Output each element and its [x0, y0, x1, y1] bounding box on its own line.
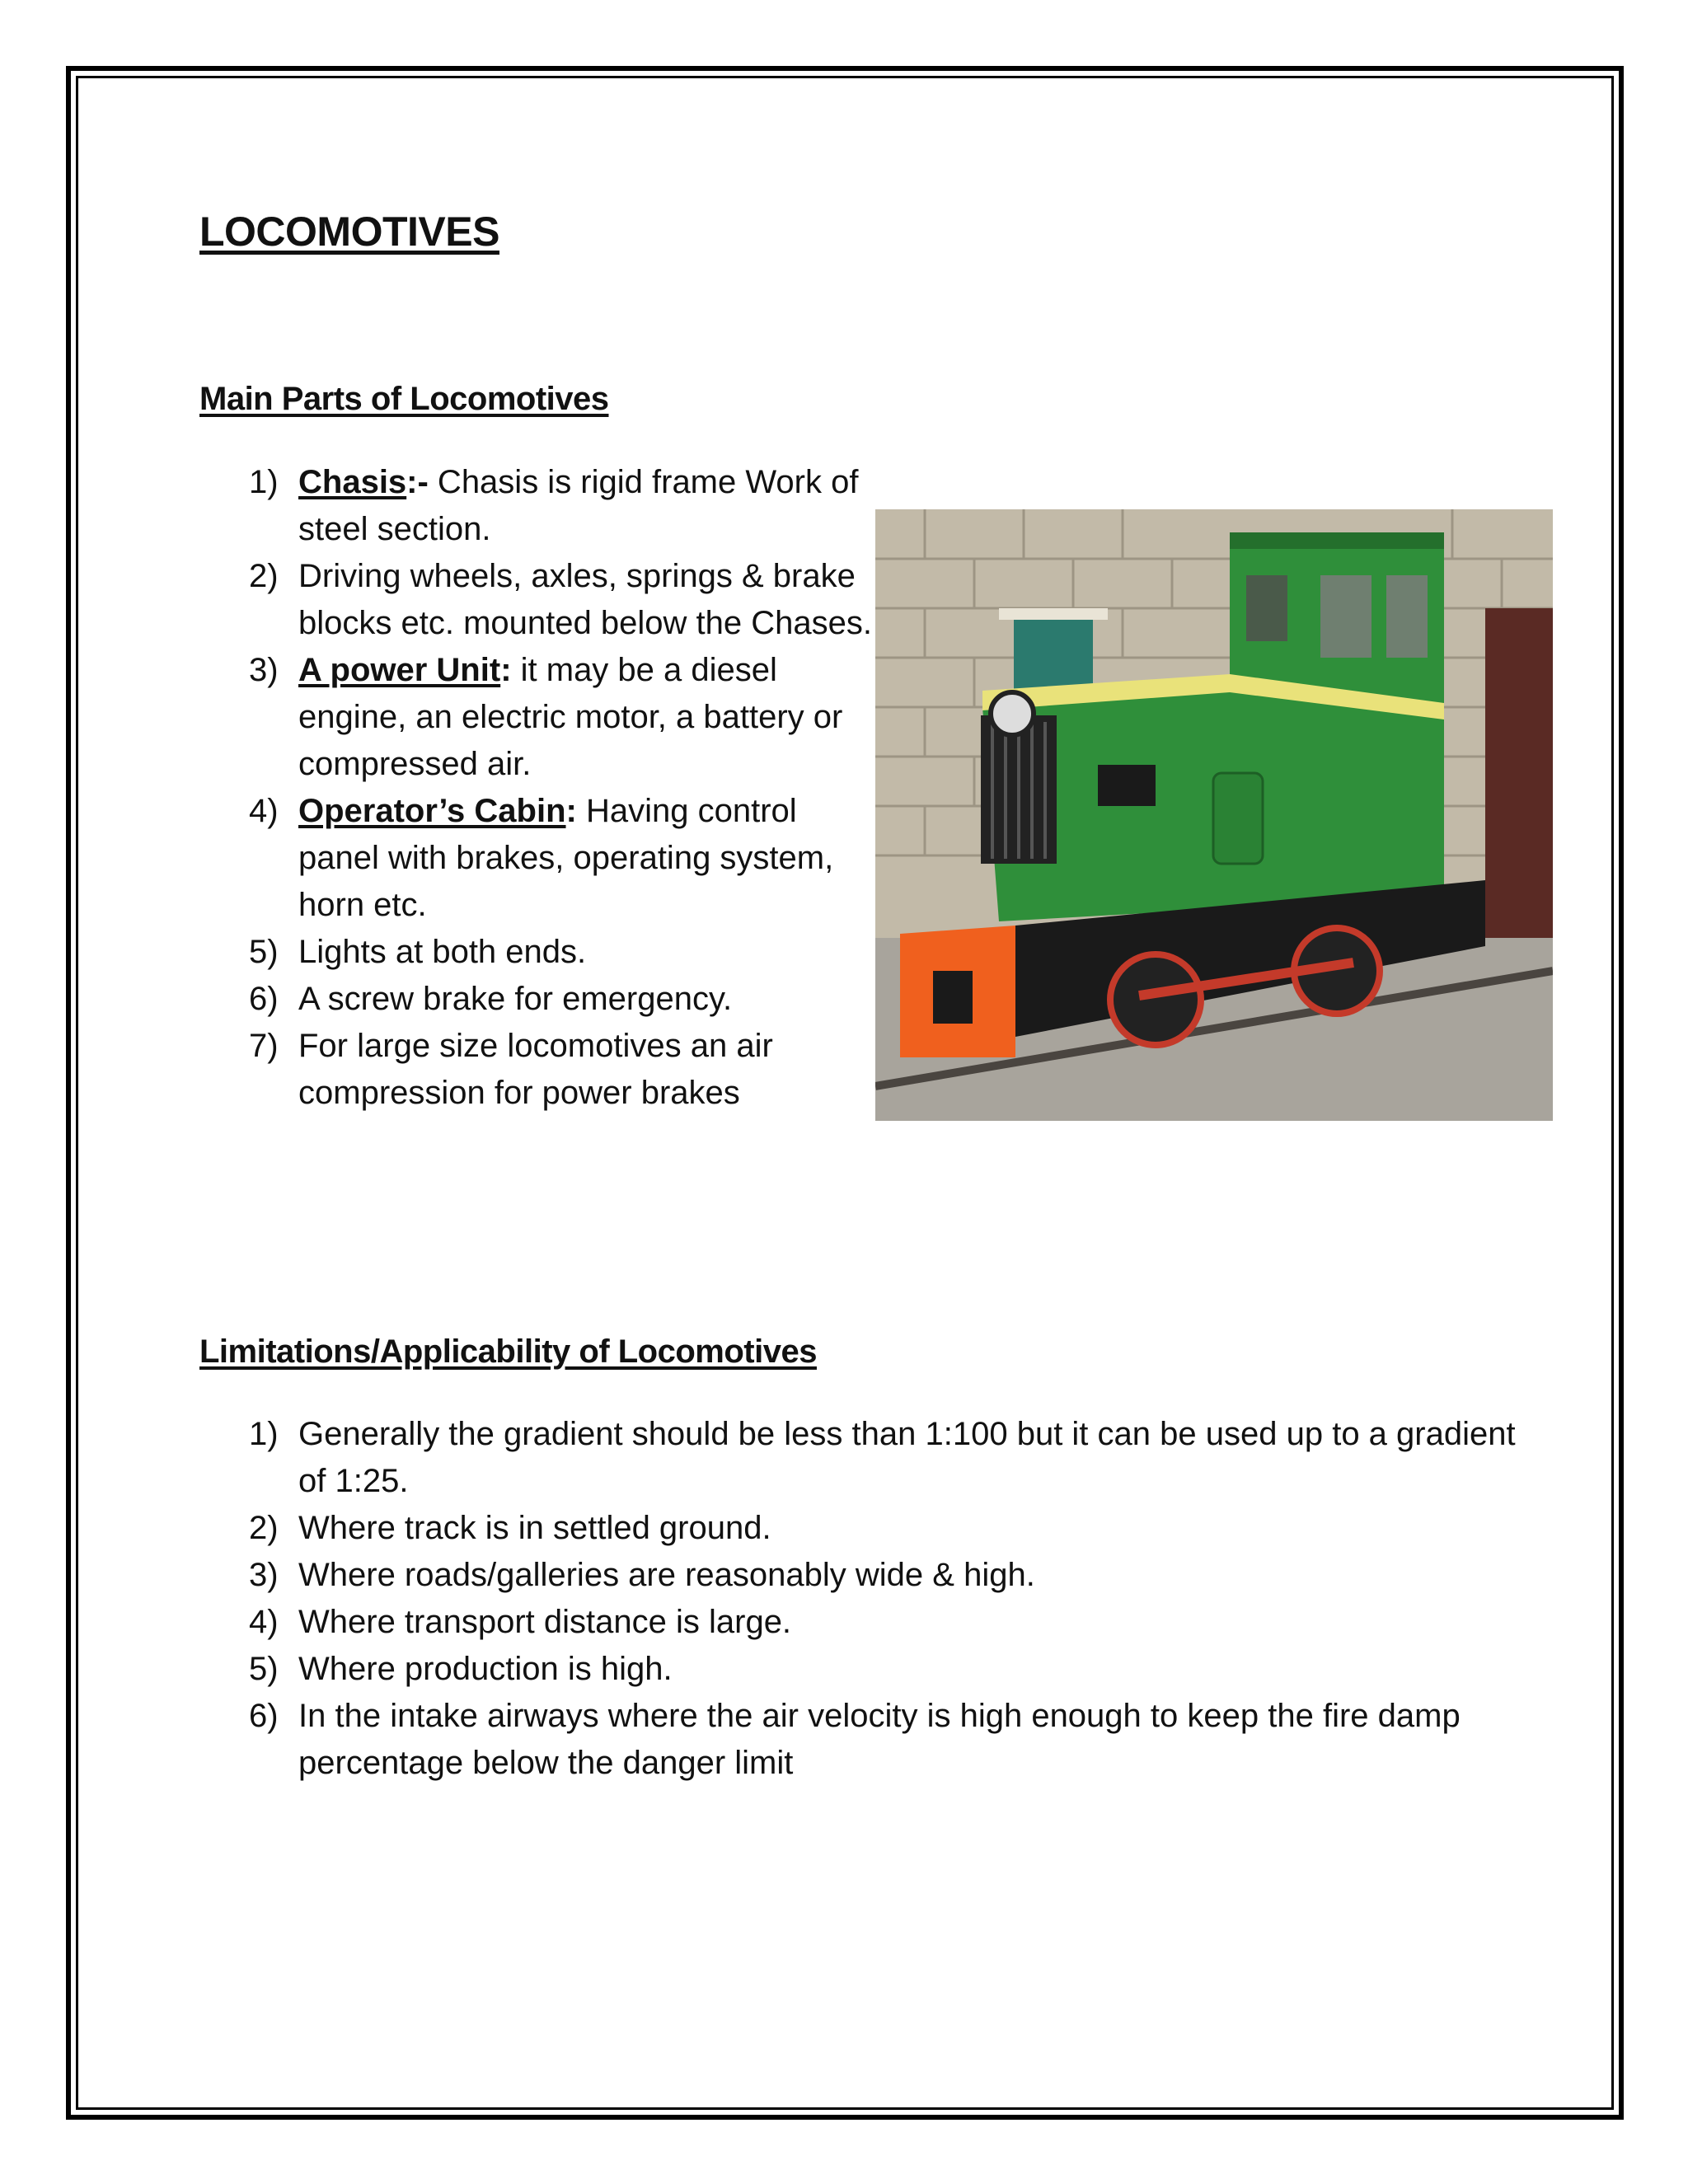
cab-roof — [1230, 532, 1444, 549]
list-number: 2) — [249, 1510, 279, 1546]
list-number: 3) — [249, 1557, 279, 1593]
limitations-list — [199, 1411, 1551, 1787]
list-number: 6) — [249, 1698, 279, 1734]
list-text: Where production is high. — [298, 1651, 673, 1687]
list-text: A screw brake for emergency. — [298, 981, 733, 1017]
list-item — [199, 929, 875, 976]
list-item — [199, 1505, 1551, 1552]
list-item — [199, 1646, 1551, 1693]
page-title: LOCOMOTIVES — [199, 209, 499, 255]
list-item — [199, 788, 875, 929]
side-tank — [1213, 773, 1263, 864]
list-term-separator: :- — [406, 464, 429, 500]
list-term: Operator’s Cabin — [298, 793, 566, 829]
list-text: Where track is in settled ground. — [298, 1510, 771, 1546]
locomotive-illustration — [875, 509, 1553, 1121]
list-text: For large size locomotives an air compression for power brakes — [298, 1028, 773, 1111]
list-text: Where roads/galleries are reasonably wide & high. — [298, 1557, 1035, 1593]
list-text: Where transport distance is large. — [298, 1604, 792, 1640]
list-number: 2) — [249, 558, 279, 594]
headlight — [991, 692, 1034, 735]
list-text: Generally the gradient should be less than 1:100 but it can be used up to a gradient of 1:25. — [298, 1416, 1516, 1499]
list-text: In the intake airways where the air velocity is high enough to keep the fire damp percentage below the danger limit — [298, 1698, 1461, 1781]
list-number: 3) — [249, 652, 279, 688]
list-term: A power Unit — [298, 652, 501, 688]
list-term: Chasis — [298, 464, 407, 500]
list-item — [199, 1693, 1551, 1787]
list-item — [199, 1599, 1551, 1646]
list-term-separator: : — [565, 793, 577, 829]
main-parts-list — [199, 459, 875, 1117]
list-item — [199, 553, 875, 647]
list-number: 1) — [249, 464, 279, 500]
list-number: 1) — [249, 1416, 279, 1452]
list-number: 4) — [249, 793, 279, 829]
door-lintel — [999, 608, 1108, 620]
list-text: Chasis is rigid frame Work of steel section. — [298, 464, 859, 547]
list-item — [199, 1411, 1551, 1505]
list-item — [199, 459, 875, 553]
list-term-separator: : — [500, 652, 512, 688]
cab-window — [1246, 575, 1287, 641]
list-text: Driving wheels, axles, springs & brake blocks etc. mounted below the Chases. — [298, 558, 872, 641]
list-number: 6) — [249, 981, 279, 1017]
list-item — [199, 647, 875, 788]
locomotive-photo — [875, 509, 1553, 1121]
list-item — [199, 976, 875, 1023]
cab-window — [1386, 575, 1428, 658]
list-text: it may be a diesel engine, an electric motor, a battery or compressed air. — [298, 652, 843, 782]
list-item — [199, 1552, 1551, 1599]
list-text: Lights at both ends. — [298, 934, 587, 970]
list-number: 5) — [249, 1651, 279, 1687]
cab-window — [1320, 575, 1372, 658]
driving-wheel — [1110, 954, 1201, 1045]
wagon — [1485, 608, 1553, 954]
list-item — [199, 1023, 875, 1117]
list-number: 7) — [249, 1028, 279, 1064]
coupling — [933, 971, 973, 1024]
side-vent — [1098, 765, 1156, 806]
list-number: 4) — [249, 1604, 279, 1640]
section-heading-limitations: Limitations/Applicability of Locomotives — [199, 1333, 817, 1370]
section-heading-main-parts: Main Parts of Locomotives — [199, 381, 609, 417]
list-number: 5) — [249, 934, 279, 970]
list-text: Having control panel with brakes, operating system, horn etc. — [298, 793, 834, 923]
